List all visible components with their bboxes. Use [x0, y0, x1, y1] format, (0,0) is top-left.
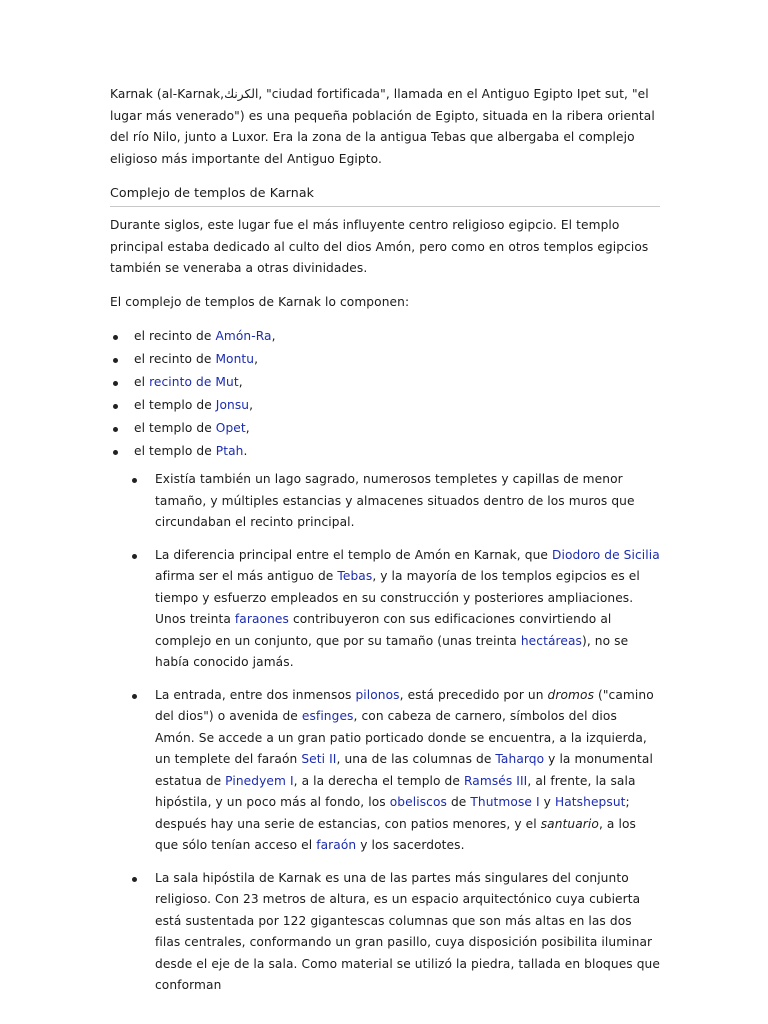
text: y [539, 795, 555, 809]
link-thutmose-i[interactable]: Thutmose I [470, 795, 540, 809]
detail-list [110, 469, 660, 997]
list-item-text: el [134, 375, 150, 389]
text: , al frente, la sala hipóstila, y un poco más al fondo, los [155, 773, 636, 809]
emph-dromos: dromos [547, 687, 595, 702]
bullet-dot [132, 554, 137, 559]
text: de [446, 795, 471, 809]
intro-text-2: , "ciudad fortificada", llamada en el Antiguo Egipto Ipet sut, "el lugar más venerado") es una pequeña población de Egipto, situada en la ribera oriental del río Nilo, junto a Luxor. Era la zona de la antigua Tebas que albergaba el complejo eligioso más importante del Antiguo Egipto. [110, 87, 655, 166]
section-heading: Complejo de templos de Karnak [110, 182, 660, 207]
text: , está precedido por un [399, 687, 548, 702]
list-item [110, 394, 660, 417]
text: , con cabeza de carnero, símbolos del dios Amón. Se accede a un gran patio porticado donde se encuentra, a la izquierda, un templete del faraón [155, 709, 647, 766]
list-item-text: el recinto de [134, 329, 216, 343]
text: afirma ser el más antiguo de [155, 569, 338, 583]
text: , una de las columnas de [336, 752, 496, 766]
temple-list [110, 325, 660, 463]
bullet-sala-hipostila [110, 868, 660, 997]
text: La entrada, entre dos inmensos [155, 687, 356, 702]
text: La diferencia principal entre el templo de Amón en Karnak, que [155, 547, 552, 562]
bullet-text: Existía también un lago sagrado, numerosos templetes y capillas de menor tamaño, y múltiples estancias y almacenes situados dentro de los muros que circundaban el recinto principal. [155, 472, 635, 529]
link-hectareas[interactable]: hectáreas [520, 633, 582, 648]
link-amon-ra[interactable]: Amón-Ra [215, 329, 272, 343]
text: ; después hay una serie de estancias, con patios menores, y el [155, 795, 630, 831]
list-item-text: el recinto de [134, 352, 216, 366]
list-item [110, 371, 660, 394]
list-item-punct: , [271, 329, 276, 343]
link-taharqo[interactable]: Taharqo [495, 752, 545, 766]
list-item-punct: , [245, 421, 250, 435]
list-item-text: el templo de [134, 444, 216, 458]
link-jonsu[interactable]: Jonsu [215, 398, 250, 412]
list-item-punct: , [238, 375, 243, 389]
list-item-punct: , [254, 352, 259, 366]
list-item [110, 417, 660, 440]
document-content [110, 84, 660, 1008]
bullet-dot [132, 694, 137, 699]
bullet-text: La sala hipóstila de Karnak es una de las partes más singulares del conjunto religioso. Con 23 metros de altura, es un espacio arquitectónico cuya cubierta está sustentada por 122 gigantescas columnas que son más altas en las dos filas centrales, conformando un gran pasillo, cuya disposición posibilita iluminar desde el eje de la sala. Como material se utilizó la piedra, tallada en bloques que conforman [155, 870, 660, 992]
link-tebas[interactable]: Tebas [337, 569, 373, 583]
list-item-punct: , [249, 398, 254, 412]
link-obeliscos[interactable]: obeliscos [389, 795, 447, 809]
bullet-entrada [110, 685, 660, 857]
link-ramses-iii[interactable]: Ramsés III [463, 773, 528, 788]
link-hatshepsut[interactable]: Hatshepsut [554, 795, 626, 809]
link-recinto-mut[interactable]: recinto de Mut [149, 375, 239, 389]
list-item-punct: . [243, 444, 248, 458]
bullet-dot [132, 877, 137, 882]
text: y la monumental estatua de [155, 752, 653, 788]
list-item [110, 348, 660, 371]
link-faraones[interactable]: faraones [234, 612, 289, 626]
link-diodoro[interactable]: Diodoro de Sicilia [551, 547, 660, 562]
link-ptah[interactable]: Ptah [215, 444, 244, 458]
text: ("camino del dios") o avenida de [155, 687, 654, 723]
link-faraon[interactable]: faraón [316, 838, 357, 852]
intro-arabic: الكرنك [224, 87, 259, 101]
list-item-text: el templo de [134, 421, 216, 435]
link-montu[interactable]: Montu [215, 352, 255, 366]
text: contribuyeron con sus edificaciones convirtiendo al complejo en un conjunto, que por su tamaño (unas treinta [155, 612, 612, 648]
text: y los sacerdotes. [356, 838, 465, 852]
para-1: Durante siglos, este lugar fue el más influyente centro religioso egipcio. El templo principal estaba dedicado al culto del dios Amón, pero como en otros templos egipcios también se veneraba a otras divinidades. [110, 218, 649, 275]
text: , y la mayoría de los templos egipcios es el tiempo y esfuerzo empleados en su construcción y posteriores ampliaciones. Unos treinta [155, 569, 640, 626]
link-seti-ii[interactable]: Seti II [301, 752, 337, 766]
link-pilonos[interactable]: pilonos [355, 687, 400, 702]
intro-text-1: Karnak (al-Karnak, [110, 87, 225, 101]
list-item [110, 325, 660, 348]
para-2: El complejo de templos de Karnak lo componen: [110, 294, 410, 309]
list-item-text: el templo de [134, 398, 216, 412]
intro-paragraph [110, 84, 660, 170]
link-pinedyem[interactable]: Pinedyem I [225, 773, 294, 788]
bullet-dot [132, 478, 137, 483]
bullet-diferencia [110, 545, 660, 674]
text: ), no se había conocido jamás. [155, 633, 629, 669]
text: , a la derecha el templo de [293, 773, 464, 788]
link-esfinges[interactable]: esfinges [301, 709, 354, 723]
text: , a los que sólo tenían acceso el [155, 816, 636, 852]
link-opet[interactable]: Opet [215, 421, 246, 435]
bullet-lago [110, 469, 660, 534]
list-item [110, 440, 660, 463]
emph-santuario: santuario [540, 816, 599, 831]
